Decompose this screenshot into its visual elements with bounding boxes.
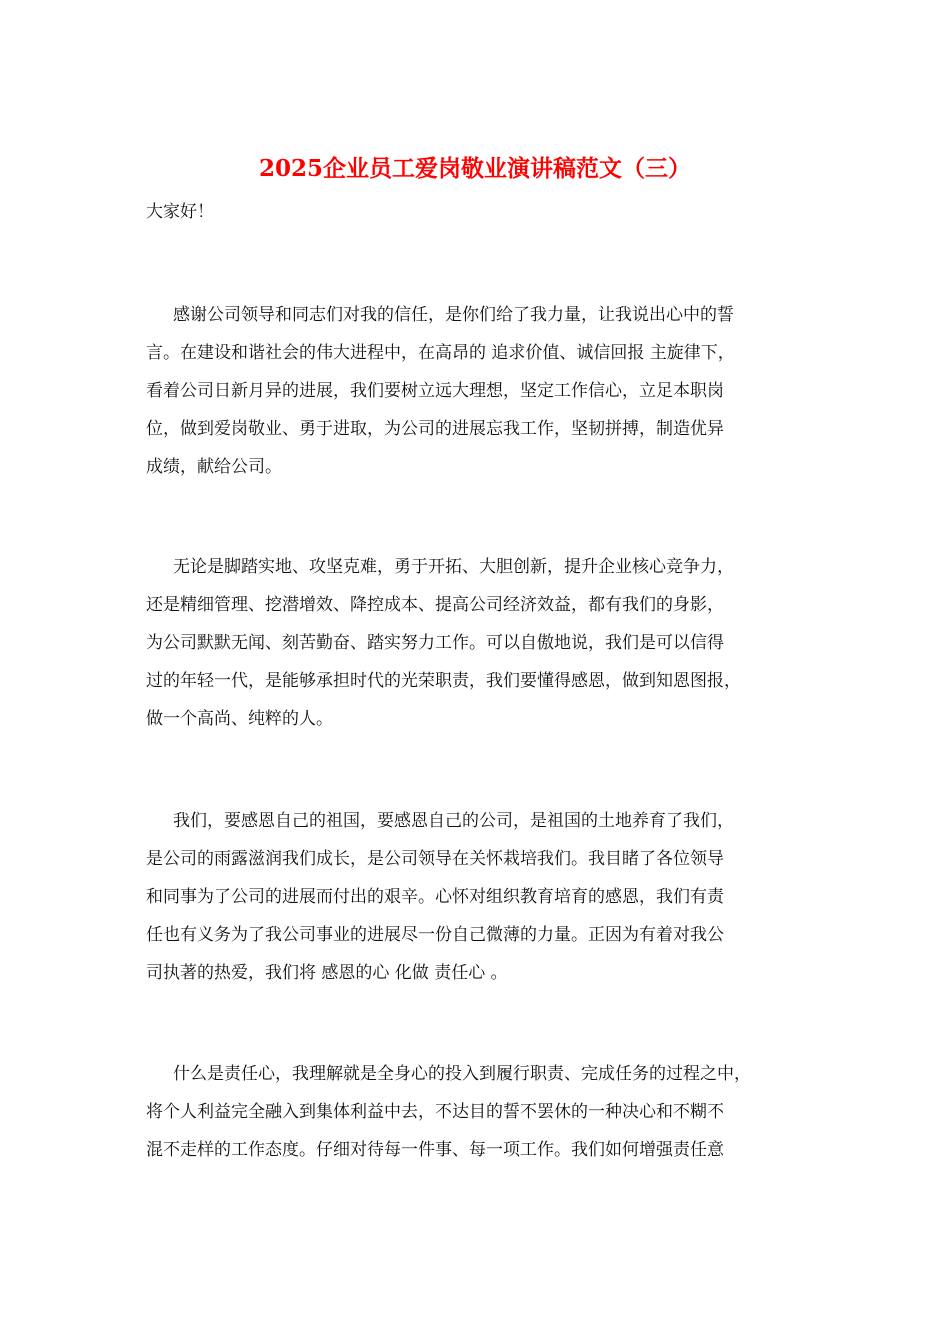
paragraph-line: 任也有义务为了我公司事业的进展尽一份自己微薄的力量。正因为有着对我公 bbox=[146, 925, 724, 945]
paragraph-line: 混不走样的工作态度。仔细对待每一件事、每一项工作。我们如何增强责任意 bbox=[146, 1140, 724, 1160]
paragraph-line: 成绩，献给公司。 bbox=[146, 457, 282, 477]
paragraph-line: 什么是责任心，我理解就是全身心的投入到履行职责、完成任务的过程之中， bbox=[173, 1064, 751, 1084]
paragraph-line: 将个人利益完全融入到集体利益中去，不达目的誓不罢休的一种决心和不糊不 bbox=[146, 1102, 724, 1122]
paragraph-line: 我们，要感恩自己的祖国，要感恩自己的公司，是祖国的土地养育了我们， bbox=[173, 811, 734, 831]
paragraph-line: 无论是脚踏实地、攻坚克难，勇于开拓、大胆创新，提升企业核心竞争力， bbox=[173, 557, 734, 577]
paragraph-1 bbox=[146, 296, 826, 486]
paragraph-line: 位，做到爱岗敬业、勇于进取，为公司的进展忘我工作，坚韧拼搏，制造优异 bbox=[146, 419, 724, 439]
paragraph-line: 看着公司日新月异的进展，我们要树立远大理想，坚定工作信心，立足本职岗 bbox=[146, 381, 724, 401]
paragraph-line: 还是精细管理、挖潜增效、降控成本、提高公司经济效益，都有我们的身影， bbox=[146, 595, 724, 615]
paragraph-line: 为公司默默无闻、刻苦勤奋、踏实努力工作。可以自傲地说，我们是可以信得 bbox=[146, 633, 724, 653]
paragraph-3 bbox=[146, 802, 826, 992]
document-title: 2025企业员工爱岗敬业演讲稿范文（三） bbox=[258, 155, 691, 182]
paragraph-4 bbox=[146, 1055, 826, 1169]
paragraph-line: 是公司的雨露滋润我们成长，是公司领导在关怀栽培我们。我目睹了各位领导 bbox=[146, 849, 724, 869]
paragraph-2 bbox=[146, 548, 826, 738]
paragraph-line: 过的年轻一代，是能够承担时代的光荣职责，我们要懂得感恩，做到知恩图报， bbox=[146, 671, 741, 691]
paragraph-line: 言。在建设和谐社会的伟大进程中，在高昂的 追求价值、诚信回报 主旋律下， bbox=[146, 343, 735, 363]
paragraph-line: 做一个高尚、纯粹的人。 bbox=[146, 709, 333, 729]
greeting: 大家好！ bbox=[146, 202, 214, 222]
paragraph-line: 感谢公司领导和同志们对我的信任，是你们给了我力量，让我说出心中的誓 bbox=[173, 305, 734, 325]
paragraph-line: 和同事为了公司的进展而付出的艰辛。心怀对组织教育培育的感恩，我们有责 bbox=[146, 887, 724, 907]
paragraph-line: 司执著的热爱，我们将 感恩的心 化做 责任心 。 bbox=[146, 963, 508, 983]
